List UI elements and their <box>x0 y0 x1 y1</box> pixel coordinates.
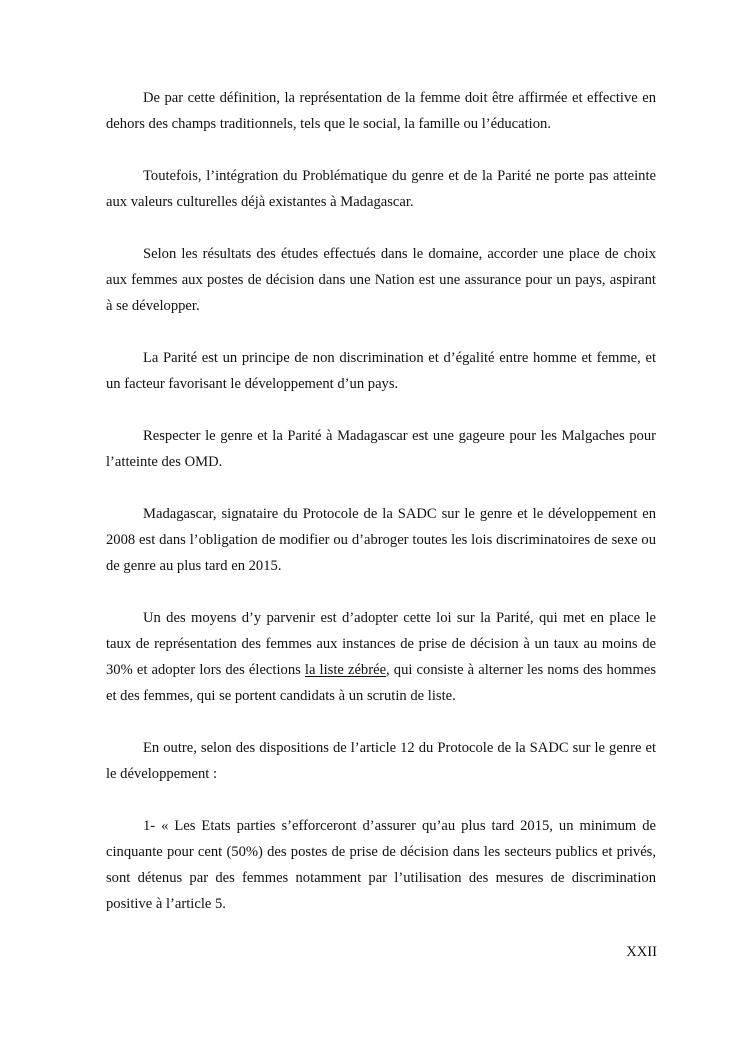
page-number: XXII <box>626 944 657 960</box>
document-body <box>106 85 656 917</box>
underlined-term-liste-zebree: la liste zébrée <box>304 662 387 678</box>
paragraph-1: De par cette définition, la représentation de la femme doit être affirmée et effective en dehors des champs traditionnels, tels que le social, la famille ou l’éducation. <box>106 90 656 132</box>
paragraph-2: Toutefois, l’intégration du Problématique du genre et de la Parité ne porte pas atteinte aux valeurs culturelles déjà existantes à Madagascar. <box>106 168 656 210</box>
paragraph-6: Madagascar, signataire du Protocole de la SADC sur le genre et le développement en 2008 est dans l’obligation de modifier ou d’abroger toutes les lois discriminatoires de sexe ou de genre au plus tard en 2015. <box>106 506 656 574</box>
paragraph-4: La Parité est un principe de non discrimination et d’égalité entre homme et femme, et un facteur favorisant le développement d’un pays. <box>106 350 656 392</box>
paragraph-8: En outre, selon des dispositions de l’article 12 du Protocole de la SADC sur le genre et le développement : <box>106 740 656 782</box>
paragraph-7-text-after: , qui consiste à alterner les noms des hommes et des femmes, qui se portent candidats à un scrutin de liste. <box>106 662 656 704</box>
paragraph-5: Respecter le genre et la Parité à Madagascar est une gageure pour les Malgaches pour l’atteinte des OMD. <box>106 428 656 470</box>
paragraph-7 <box>106 605 656 709</box>
paragraph-7-text-before: Un des moyens d’y parvenir est d’adopter cette loi sur la Parité, qui met en place le taux de représentation des femmes aux instances de prise de décision à un taux au moins de 30% et adopter lors des élections <box>106 610 656 678</box>
paragraph-9-quote: 1- « Les Etats parties s’efforceront d’assurer qu’au plus tard 2015, un minimum de cinquante pour cent (50%) des postes de prise de décision dans les secteurs publics et privés, sont détenus par des femmes notamment par l’utilisation des mesures de discrimination positive à l’article 5. <box>106 818 656 912</box>
paragraph-3: Selon les résultats des études effectués dans le domaine, accorder une place de choix aux femmes aux postes de décision dans une Nation est une assurance pour un pays, aspirant à se développer. <box>106 246 656 314</box>
